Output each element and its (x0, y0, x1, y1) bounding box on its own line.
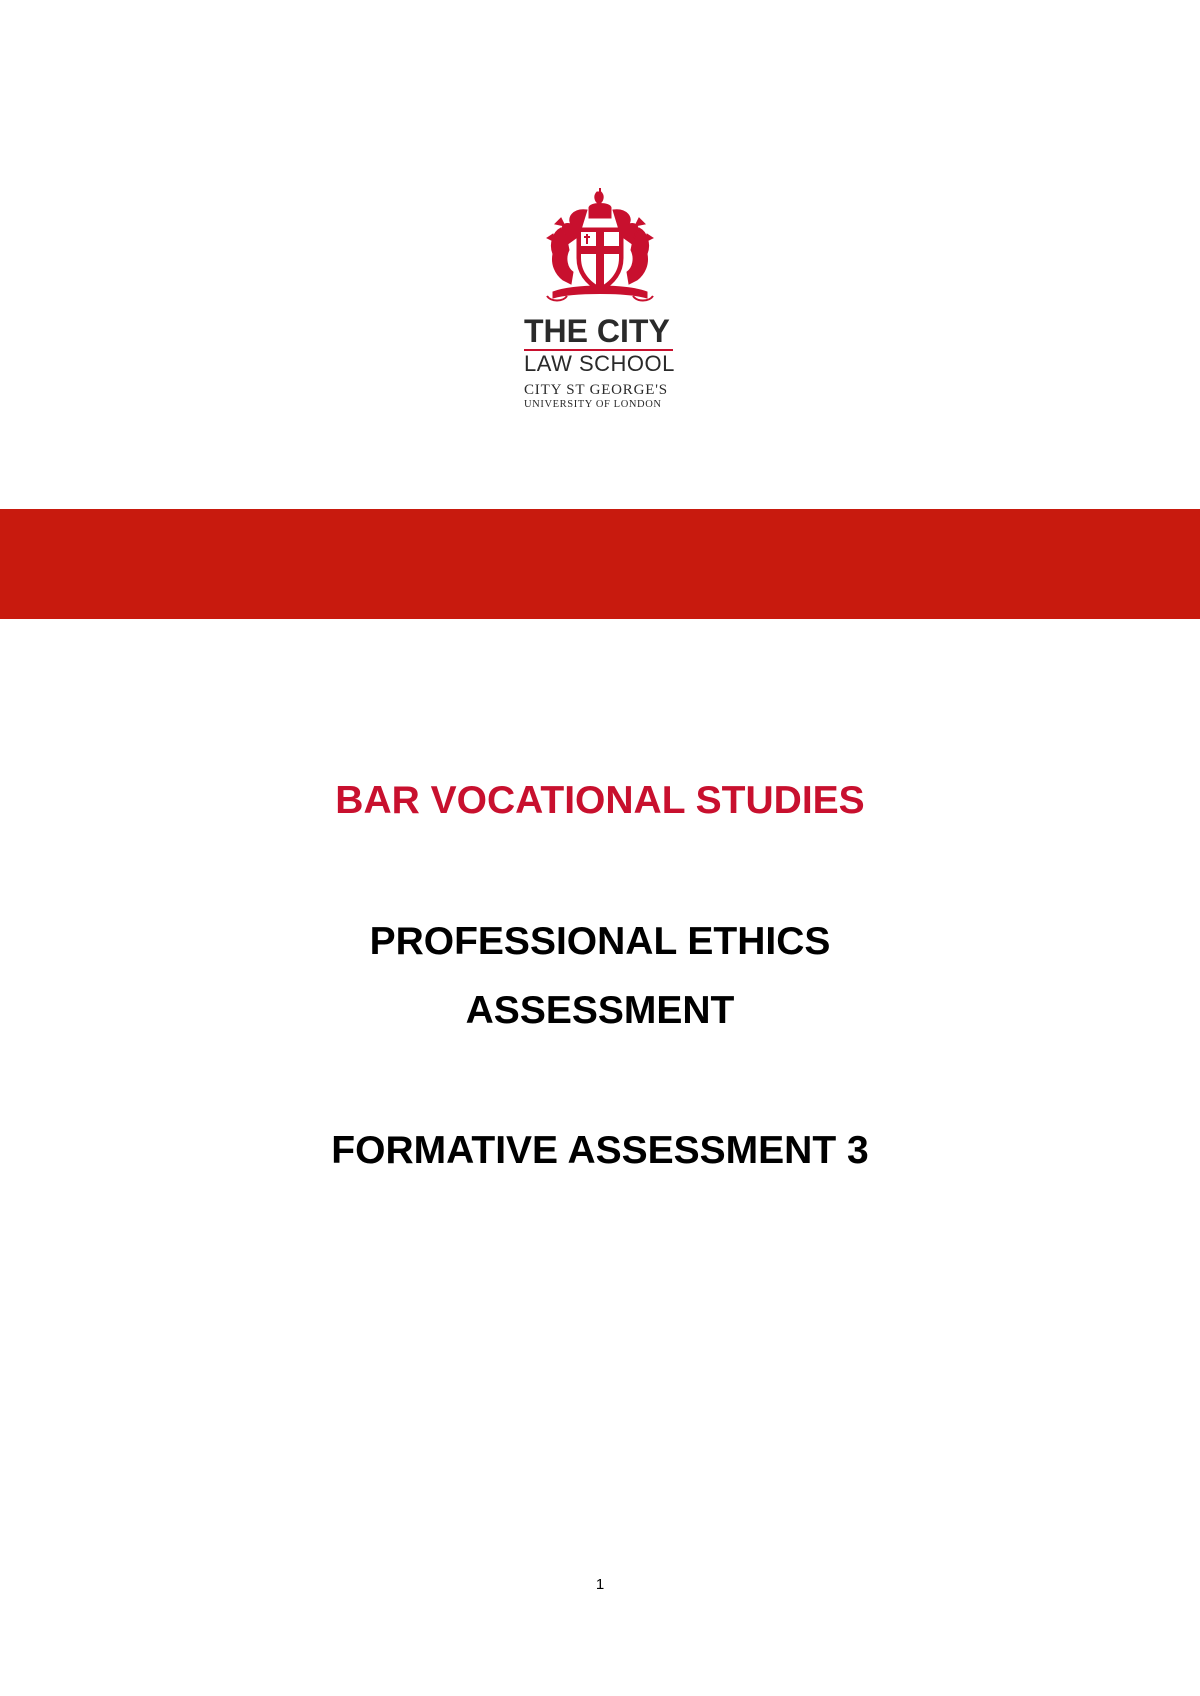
program-title: BAR VOCATIONAL STUDIES (335, 779, 865, 822)
assessment-title: FORMATIVE ASSESSMENT 3 (331, 1129, 869, 1172)
logo-wordmark (524, 314, 680, 411)
module-title-line-2: ASSESSMENT (465, 989, 735, 1032)
logo-line-city-st-georges: CITY ST GEORGE'S (524, 382, 668, 398)
module-title-line-1: PROFESSIONAL ETHICS (369, 920, 831, 963)
logo-line-the-city: THE CITY (524, 313, 670, 349)
red-banner (0, 509, 1200, 619)
logo-line-university: UNIVERSITY OF LONDON (524, 399, 662, 410)
page-number: 1 (595, 1576, 605, 1593)
crest-icon (543, 188, 657, 308)
logo-line-law-school: LAW SCHOOL (524, 351, 675, 376)
city-law-school-logo (520, 188, 680, 410)
